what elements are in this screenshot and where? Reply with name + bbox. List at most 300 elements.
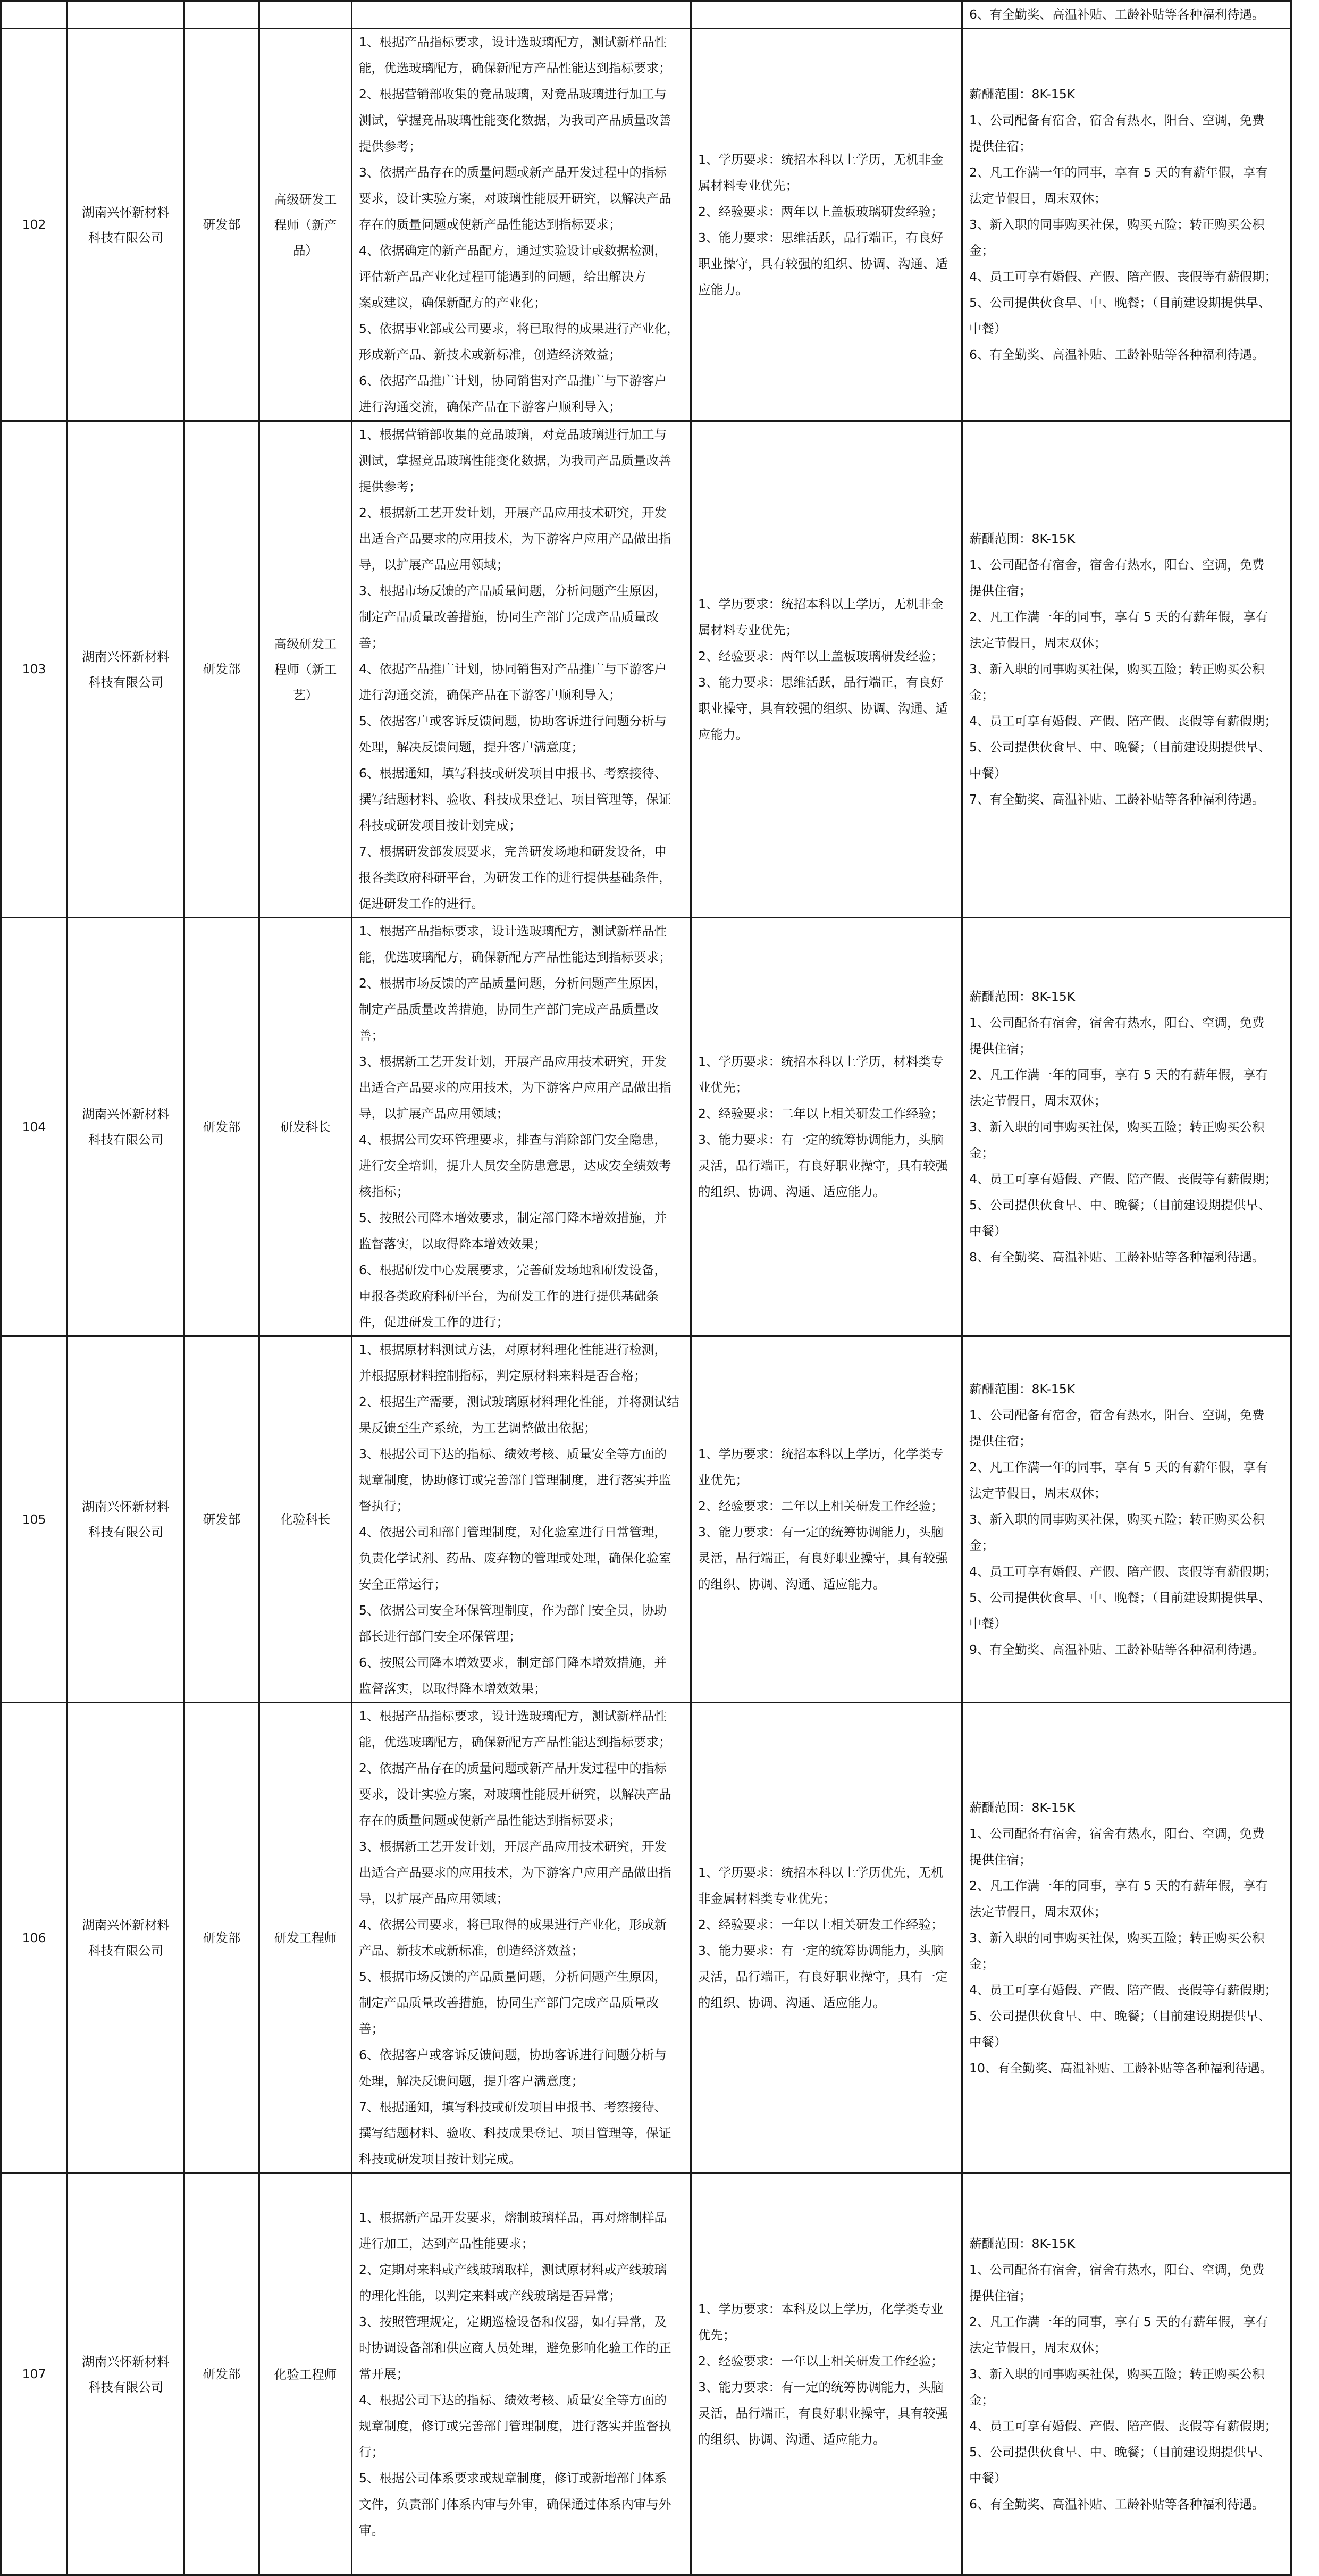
text-line: 促进研发工作的进行。 [359,896,484,911]
text-line: 4、依据公司和部门管理制度，对化验室进行日常管理， [359,1525,667,1540]
text-line: 规章制度，修订或完善部门管理制度，进行落实并监督执 [359,2419,671,2433]
text-line: 产品、新技术或新标准，创造经济效益； [359,1943,584,1958]
text-line: 薪酬范围：8K-15K [969,2236,1076,2251]
text-line: 5、依据公司安全环保管理制度，作为部门安全员，协助 [359,1603,667,1618]
text-line: 2、凡工作满一年的同事，享有 5 天的有薪年假，享有 [969,1067,1268,1082]
text-line: 的组织、协调、沟通、适应能力。 [698,2431,886,2447]
row-number-cell [1,1,68,29]
text-line: 4、员工可享有婚假、产假、陪产假、丧假等有薪假期； [969,2419,1277,2433]
text-line: 5、根据公司体系要求或规章制度，修订或新增部门体系 [359,2471,667,2486]
text-line: 1、学历要求：统招本科以上学历，材料类专 [698,1054,944,1069]
job-title-cell [259,918,352,1336]
cell-lines [969,1376,1285,1663]
text-line: 进行沟通交流，确保产品在下游客户顺利导入； [359,688,621,702]
job-title-cell [259,29,352,421]
cell-lines [698,1441,956,1598]
cell-lines [260,1925,351,1951]
text-line: 提供住宿； [969,583,1032,598]
text-line: 4、员工可享有婚假、产假、陪产假、丧假等有薪假期； [969,1563,1277,1579]
department-cell: 研发部 [184,29,259,421]
text-line: 撰写结题材料、验收、科技成果登记、项目管理等，保证 [359,2126,671,2140]
text-line: 5、公司提供伙食早、中、晚餐；（目前建设期提供早、 [969,2008,1271,2023]
text-line: 中餐） [969,1223,1007,1239]
text-line: 1、根据新产品开发要求，熔制玻璃样品，再对熔制样品 [359,2210,667,2225]
cell-lines [68,1912,183,1963]
text-line: 程师（新工 [274,662,337,677]
text-line: 提供住宿； [969,1433,1032,1449]
table-row [1,2173,1291,2575]
text-line: 科技或研发项目按计划完成； [359,818,522,833]
text-line: 1、学历要求：本科及以上学历，化学类专业 [698,2301,944,2316]
text-line: 湖南兴怀新材料 [82,1918,170,1933]
text-line: 中餐） [969,2471,1007,2486]
text-line: 薪酬范围：8K-15K [969,989,1076,1004]
text-line: 1、公司配备有宿舍，宿舍有热水，阳台、空调，免费 [969,1407,1265,1423]
text-line: 2、凡工作满一年的同事，享有 5 天的有薪年假，享有 [969,165,1268,180]
text-line: 中餐） [969,1616,1007,1631]
job-requirements-cell [691,1,962,29]
department-cell: 研发部 [184,1336,259,1703]
text-line: 5、公司提供伙食早、中、晚餐；（目前建设期提供早、 [969,1197,1271,1212]
text-line: 金； [969,1537,994,1553]
text-line: 常开展； [359,2366,409,2381]
text-line: 5、按照公司降本增效要求，制定部门降本增效措施，并 [359,1210,667,1225]
text-line: 4、员工可享有婚假、产假、陪产假、丧假等有薪假期； [969,714,1277,729]
cell-lines [969,2,1285,28]
text-line: 2、根据生产需要，测试玻璃原材料理化性能，并将测试结 [359,1394,679,1409]
cell-lines [68,199,183,250]
text-line: 2、经验要求：二年以上相关研发工作经验； [698,1499,944,1513]
text-line: 1、公司配备有宿舍，宿舍有热水，阳台、空调，免费 [969,1015,1265,1030]
text-line: 属材料专业优先； [698,622,798,638]
text-line: 审。 [359,2523,384,2538]
text-line: 6、按照公司降本增效要求，制定部门降本增效措施，并 [359,1655,667,1670]
text-line: 3、新入职的同事购买社保，购买五险；转正购买公积 [969,217,1265,232]
text-line: 制定产品质量改善措施，协同生产部门完成产品质量改 [359,1002,659,1017]
job-requirements-cell [691,918,962,1336]
row-number-cell: 103 [1,421,68,918]
text-line: 安全正常运行； [359,1577,447,1592]
job-requirements-cell [691,29,962,421]
row-number-cell: 105 [1,1336,68,1703]
row-number-cell: 102 [1,29,68,421]
text-line: 金； [969,2393,994,2407]
table-row [1,1703,1291,2173]
job-duties-cell [352,421,691,918]
text-line: 处理，解决反馈问题，提升客户满意度； [359,740,584,755]
text-line: 科技有限公司 [88,674,163,690]
text-line: 3、能力要求：有一定的统筹协调能力，头脑 [698,2379,944,2395]
text-line: 提供住宿； [969,1852,1032,1867]
text-line: 湖南兴怀新材料 [82,649,170,664]
text-line: 5、公司提供伙食早、中、晚餐；（目前建设期提供早、 [969,1590,1271,1605]
text-line: 文件，负责部门体系内审与外审，确保通过体系内审与外 [359,2497,671,2512]
department-cell: 研发部 [184,918,259,1336]
text-line: 2、经验要求：一年以上相关研发工作经验； [698,1917,944,1932]
job-title-cell [259,1,352,29]
cell-lines [359,1703,685,2172]
text-line: 2、定期对来料或产线玻璃取样，测试原材料或产线玻璃 [359,2262,667,2277]
table-row [1,421,1291,918]
job-title-cell [259,2173,352,2575]
text-line: 1、公司配备有宿舍，宿舍有热水，阳台、空调，免费 [969,557,1265,572]
cell-lines [698,1860,956,2016]
text-line: 法定节假日，周末双休； [969,2340,1107,2355]
cell-lines [698,591,956,748]
text-line: 2、凡工作满一年的同事，享有 5 天的有薪年假，享有 [969,1459,1268,1475]
text-line: 法定节假日，周末双休； [969,1093,1107,1108]
text-line: 3、能力要求：思维活跃，品行端正，有良好 [698,674,944,690]
text-line: 存在的质量问题或使新产品性能达到指标要求； [359,217,621,232]
text-line: 出适合产品要求的应用技术，为下游客户应用产品做出指 [359,1080,671,1095]
text-line: 金； [969,688,994,702]
text-line: 2、经验要求：一年以上相关研发工作经验； [698,2353,944,2369]
cell-lines [68,644,183,695]
job-duties-cell [352,2173,691,2575]
company-cell [68,1,184,29]
text-line: 提供住宿； [969,139,1032,154]
text-line: 非金属材料类专业优先； [698,1891,836,1906]
salary-benefits-cell [962,2173,1291,2575]
text-line: 进行加工，达到产品性能要求； [359,2236,534,2251]
text-line: 属材料专业优先； [698,178,798,193]
text-line: 要求，设计实验方案，对玻璃性能展开研究，以解决产品 [359,191,671,206]
text-line: 业优先； [698,1473,748,1487]
text-line: 湖南兴怀新材料 [82,1107,170,1122]
text-line: 监督落实，以取得降本增效效果； [359,1681,547,1696]
text-line: 科技有限公司 [88,1943,163,1958]
text-line: 报各类政府科研平台，为研发工作的进行提供基础条件， [359,870,671,885]
cell-lines [969,1795,1285,2081]
job-title-cell [259,1336,352,1703]
text-line: 6、根据研发中心发展要求，完善研发场地和研发设备， [359,1262,667,1277]
text-line: 中餐） [969,321,1007,336]
text-line: 导，以扩展产品应用领域； [359,1106,509,1121]
text-line: 2、根据市场反馈的产品质量问题，分析问题产生原因， [359,976,667,991]
text-line: 负责化学试剂、药品、废弃物的管理或处理，确保化验室 [359,1551,671,1566]
job-requirements-cell [691,421,962,918]
text-line: 3、新入职的同事购买社保，购买五险；转正购买公积 [969,662,1265,676]
text-line: 提供住宿； [969,2288,1032,2303]
text-line: 中餐） [969,2034,1007,2050]
text-line: 法定节假日，周末双休； [969,191,1107,206]
text-line: 形成新产品、新技术或新标准，创造经济效益； [359,347,621,362]
text-line: 规章制度，协助修订或完善部门管理制度，进行落实并监 [359,1473,671,1487]
text-line: 1、公司配备有宿舍，宿舍有热水，阳台、空调，免费 [969,1826,1265,1841]
text-line: 存在的质量问题或使新产品性能达到指标要求； [359,1813,621,1828]
text-line: 申报各类政府科研平台，为研发工作的进行提供基础条 [359,1289,659,1303]
text-line: 评估新产品产业化过程可能遇到的问题，给出解决方 [359,269,646,284]
text-line: 6、依据产品推广计划，协同销售对产品推广与下游客户 [359,373,667,388]
text-line: 品） [293,242,318,258]
text-line: 法定节假日，周末双休； [969,1904,1107,1919]
cell-lines [260,2362,351,2387]
text-line: 3、能力要求：有一定的统筹协调能力，头脑 [698,1943,944,1958]
cell-lines [260,1507,351,1532]
text-line: 导，以扩展产品应用领域； [359,1891,509,1906]
text-line: 科技有限公司 [88,2379,163,2395]
cell-lines [260,187,351,263]
job-duties-cell [352,918,691,1336]
text-line: 1、公司配备有宿舍，宿舍有热水，阳台、空调，免费 [969,2262,1265,2277]
text-line: 部长进行部门安全环保管理； [359,1629,522,1644]
text-line: 4、依据产品推广计划，协同销售对产品推广与下游客户 [359,662,667,676]
job-requirements-cell [691,1336,962,1703]
cell-lines [359,918,685,1335]
text-line: 中餐） [969,766,1007,781]
text-line: 5、公司提供伙食早、中、晚餐；（目前建设期提供早、 [969,295,1271,310]
cell-lines [68,1101,183,1152]
text-line: 金； [969,1956,994,1971]
text-line: 进行安全培训，提升人员安全防患意思，达成安全绩效考 [359,1158,671,1173]
company-cell [68,421,184,918]
text-line: 湖南兴怀新材料 [82,1499,170,1514]
text-line: 1、根据产品指标要求，设计选玻璃配方，测试新样品性 [359,924,667,939]
text-line: 的组织、协调、沟通、适应能力。 [698,1995,886,2010]
text-line: 10、有全勤奖、高温补贴、工龄补贴等各种福利待遇。 [969,2060,1273,2076]
department-cell [184,1,259,29]
text-line: 5、公司提供伙食早、中、晚餐；（目前建设期提供早、 [969,740,1271,755]
job-duties-cell [352,1703,691,2173]
text-line: 7、根据通知，填写科技或研发项目申报书、考察接待、 [359,2100,667,2114]
text-line: 5、公司提供伙食早、中、晚餐；（目前建设期提供早、 [969,2445,1271,2460]
text-line: 善； [359,635,384,650]
text-line: 4、员工可享有婚假、产假、陪产假、丧假等有薪假期； [969,269,1277,284]
text-line: 1、学历要求：统招本科以上学历优先，无机 [698,1865,944,1880]
text-line: 3、根据新工艺开发计划，开展产品应用技术研究，开发 [359,1054,667,1069]
text-line: 3、按照管理规定，定期巡检设备和仪器，如有异常，及 [359,2314,667,2329]
job-table-body [1,1,1291,2575]
salary-benefits-cell [962,1703,1291,2173]
text-line: 3、能力要求：有一定的统筹协调能力，头脑 [698,1132,944,1147]
text-line: 处理，解决反馈问题，提升客户满意度； [359,2073,584,2088]
text-line: 3、新入职的同事购买社保，购买五险；转正购买公积 [969,1119,1265,1134]
department-cell: 研发部 [184,2173,259,2575]
text-line: 2、经验要求：二年以上相关研发工作经验； [698,1106,944,1121]
text-line: 7、有全勤奖、高温补贴、工龄补贴等各种福利待遇。 [969,792,1265,807]
text-line: 4、根据公司下达的指标、绩效考核、质量安全等方面的 [359,2393,667,2407]
text-line: 科技有限公司 [88,230,163,245]
text-line: 优先； [698,2327,736,2343]
text-line: 要求，设计实验方案，对玻璃性能展开研究，以解决产品 [359,1787,671,1802]
text-line: 督执行； [359,1499,409,1513]
job-requirements-cell [691,1703,962,2173]
text-line: 3、根据市场反馈的产品质量问题，分析问题产生原因， [359,583,667,598]
table-row [1,29,1291,421]
text-line: 1、公司配备有宿舍，宿舍有热水，阳台、空调，免费 [969,113,1265,128]
text-line: 能，优选玻璃配方，确保新配方产品性能达到指标要求； [359,61,671,76]
text-line: 2、根据新工艺开发计划，开展产品应用技术研究，开发 [359,505,667,520]
text-line: 法定节假日，周末双休； [969,1485,1107,1501]
text-line: 的组织、协调、沟通、适应能力。 [698,1184,886,1199]
text-line: 薪酬范围：8K-15K [969,1800,1076,1815]
text-line: 提供参考； [359,139,422,154]
text-line: 应能力。 [698,282,748,297]
text-line: 提供住宿； [969,1041,1032,1056]
text-line: 8、有全勤奖、高温补贴、工龄补贴等各种福利待遇。 [969,1249,1265,1265]
cell-lines [68,1494,183,1545]
text-line: 出适合产品要求的应用技术，为下游客户应用产品做出指 [359,531,671,546]
cell-lines [68,2349,183,2400]
text-line: 提供参考； [359,479,422,494]
text-line: 灵活，品行端正，有良好职业操守，具有较强 [698,1158,948,1173]
cell-lines [260,631,351,708]
text-line: 灵活，品行端正，有良好职业操守，具有一定 [698,1969,948,1984]
text-line: 5、依据客户或客诉反馈问题，协助客诉进行问题分析与 [359,714,667,729]
text-line: 导，以扩展产品应用领域； [359,557,509,572]
text-line: 能，优选玻璃配方，确保新配方产品性能达到指标要求； [359,1735,671,1750]
table-row [1,1336,1291,1703]
text-line: 6、依据客户或客诉反馈问题，协助客诉进行问题分析与 [359,2047,667,2062]
department-cell: 研发部 [184,1703,259,2173]
row-number-cell: 104 [1,918,68,1336]
text-line: 5、依据事业部或公司要求，将已取得的成果进行产业化， [359,321,679,336]
text-line: 7、根据研发部发展要求，完善研发场地和研发设备，申 [359,844,667,859]
text-line: 撰写结题材料、验收、科技成果登记、项目管理等，保证 [359,792,671,807]
text-line: 1、根据产品指标要求，设计选玻璃配方，测试新样品性 [359,35,667,49]
table-row [1,918,1291,1336]
text-line: 制定产品质量改善措施，协同生产部门完成产品质量改 [359,1995,659,2010]
text-line: 能，优选玻璃配方，确保新配方产品性能达到指标要求； [359,950,671,965]
text-line: 2、经验要求：两年以上盖板玻璃研发经验； [698,648,944,664]
text-line: 行； [359,2445,384,2460]
text-line: 3、能力要求：有一定的统筹协调能力，头脑 [698,1525,944,1540]
company-cell [68,1336,184,1703]
text-line: 果反馈至生产系统，为工艺调整做出依据； [359,1420,597,1435]
text-line: 业优先； [698,1080,748,1095]
text-line: 灵活，品行端正，有良好职业操守，具有较强 [698,1551,948,1566]
text-line: 4、员工可享有婚假、产假、陪产假、丧假等有薪假期； [969,1171,1277,1186]
text-line: 5、根据市场反馈的产品质量问题，分析问题产生原因， [359,1969,667,1984]
text-line: 金； [969,243,994,258]
text-line: 职业操守，具有较强的组织、协调、沟通、适 [698,256,948,271]
text-line: 法定节假日，周末双休； [969,635,1107,650]
job-title-cell [259,1703,352,2173]
text-line: 研发工程师 [274,1930,337,1945]
text-line: 灵活，品行端正，有良好职业操守，具有较强 [698,2405,948,2421]
text-line: 2、凡工作满一年的同事，享有 5 天的有薪年假，享有 [969,609,1268,624]
text-line: 高级研发工 [274,191,337,207]
text-line: 薪酬范围：8K-15K [969,531,1076,546]
text-line: 湖南兴怀新材料 [82,204,170,220]
text-line: 高级研发工 [274,636,337,651]
text-line: 监督落实，以取得降本增效效果； [359,1236,547,1251]
text-line: 2、依据产品存在的质量问题或新产品开发过程中的指标 [359,1761,667,1776]
company-cell [68,29,184,421]
text-line: 科技或研发项目按计划完成。 [359,2152,522,2167]
text-line: 6、有全勤奖、高温补贴、工龄补贴等各种福利待遇。 [969,2497,1265,2512]
cell-lines [969,526,1285,813]
text-line: 金； [969,1145,994,1160]
text-line: 6、有全勤奖、高温补贴、工龄补贴等各种福利待遇。 [969,347,1265,362]
text-line: 艺） [293,687,318,702]
job-duties-cell [352,1,691,29]
text-line: 测试，掌握竞品玻璃性能变化数据，为我司产品质量改善 [359,453,671,468]
text-line: 件，促进研发工作的进行； [359,1315,509,1329]
job-requirements-cell [691,2173,962,2575]
row-number-cell: 106 [1,1703,68,2173]
salary-benefits-cell [962,29,1291,421]
text-line: 案或建议，确保新配方的产业化； [359,295,547,310]
text-line: 进行沟通交流，确保产品在下游客户顺利导入； [359,399,621,414]
text-line: 出适合产品要求的应用技术，为下游客户应用产品做出指 [359,1865,671,1880]
text-line: 并根据原材料控制指标，判定原材料来料是否合格； [359,1368,646,1383]
text-line: 6、有全勤奖、高温补贴、工龄补贴等各种福利待遇。 [969,7,1265,22]
text-line: 3、新入职的同事购买社保，购买五险；转正购买公积 [969,2366,1265,2381]
text-line: 的理化性能，以判定来料或产线玻璃是否异常； [359,2288,621,2303]
salary-benefits-cell [962,1,1291,29]
salary-benefits-cell [962,421,1291,918]
text-line: 善； [359,1028,384,1043]
salary-benefits-cell [962,1336,1291,1703]
salary-benefits-cell [962,918,1291,1336]
text-line: 1、学历要求：统招本科以上学历，无机非金 [698,596,944,612]
cell-lines [698,2296,956,2453]
text-line: 科技有限公司 [88,1132,163,1147]
text-line: 2、根据营销部收集的竞品玻璃，对竞品玻璃进行加工与 [359,87,667,102]
text-line: 2、凡工作满一年的同事，享有 5 天的有薪年假，享有 [969,2314,1268,2329]
company-cell [68,1703,184,2173]
text-line: 1、根据营销部收集的竞品玻璃，对竞品玻璃进行加工与 [359,427,667,442]
row-number-cell: 107 [1,2173,68,2575]
text-line: 3、依据产品存在的质量问题或新产品开发过程中的指标 [359,165,667,180]
text-line: 3、根据新工艺开发计划，开展产品应用技术研究，开发 [359,1839,667,1854]
text-line: 4、根据公司安环管理要求，排查与消除部门安全隐患， [359,1132,667,1147]
text-line: 3、新入职的同事购买社保，购买五险；转正购买公积 [969,1511,1265,1527]
text-line: 2、凡工作满一年的同事，享有 5 天的有薪年假，享有 [969,1878,1268,1893]
cell-lines [260,1114,351,1140]
cell-lines [359,2205,685,2544]
text-line: 程师（新产 [274,217,337,232]
cell-lines [359,1337,685,1702]
text-line: 薪酬范围：8K-15K [969,87,1076,102]
text-line: 4、依据公司要求，将已取得的成果进行产业化，形成新 [359,1917,667,1932]
text-line: 1、学历要求：统招本科以上学历，无机非金 [698,152,944,167]
cell-lines [698,1049,956,1205]
text-line: 化验工程师 [274,2366,337,2382]
text-line: 2、经验要求：两年以上盖板玻璃研发经验； [698,204,944,219]
department-cell: 研发部 [184,421,259,918]
cell-lines [969,2231,1285,2518]
company-cell [68,918,184,1336]
job-duties-cell [352,29,691,421]
text-line: 职业操守，具有较强的组织、协调、沟通、适 [698,700,948,716]
text-line: 研发科长 [280,1119,331,1134]
text-line: 测试，掌握竞品玻璃性能变化数据，为我司产品质量改善 [359,113,671,128]
job-duties-cell [352,1336,691,1703]
text-line: 制定产品质量改善措施，协同生产部门完成产品质量改 [359,609,659,624]
text-line: 善； [359,2021,384,2036]
cell-lines [359,422,685,917]
company-cell [68,2173,184,2575]
text-line: 科技有限公司 [88,1525,163,1540]
text-line: 应能力。 [698,726,748,742]
text-line: 化验科长 [280,1512,331,1527]
text-line: 6、根据通知，填写科技或研发项目申报书、考察接待、 [359,766,667,781]
cell-lines [698,147,956,303]
text-line: 湖南兴怀新材料 [82,2354,170,2369]
text-line: 3、能力要求：思维活跃，品行端正，有良好 [698,230,944,245]
cell-lines [359,29,685,420]
table-row [1,1,1291,29]
text-line: 4、依据确定的新产品配方，通过实验设计或数据检测， [359,243,667,258]
text-line: 的组织、协调、沟通、适应能力。 [698,1577,886,1592]
text-line: 1、学历要求：统招本科以上学历，化学类专 [698,1446,944,1461]
job-title-cell [259,421,352,918]
text-line: 薪酬范围：8K-15K [969,1381,1076,1396]
text-line: 3、新入职的同事购买社保，购买五险；转正购买公积 [969,1930,1265,1945]
text-line: 9、有全勤奖、高温补贴、工龄补贴等各种福利待遇。 [969,1642,1265,1657]
